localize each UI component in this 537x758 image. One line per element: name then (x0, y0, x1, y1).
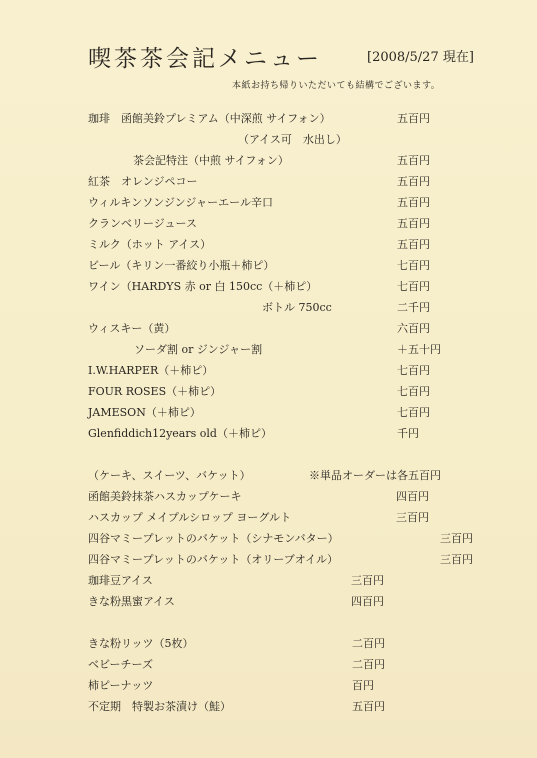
menu-item (88, 636, 408, 652)
item-name: 茶会記特注（中煎 サイフォン） (133, 154, 289, 167)
item-name: 四谷マミープレットのバケット（シナモンバター） (88, 532, 339, 545)
menu-item (238, 132, 438, 148)
menu-item (88, 489, 448, 505)
section-title: （ケーキ、スイーツ、バケット） (88, 469, 251, 482)
item-name: FOUR ROSES（＋柿ピ） (88, 385, 222, 398)
item-name: ワイン（HARDYS 赤 or 白 150cc（＋柿ピ） (88, 280, 318, 293)
item-price: 四百円 (351, 595, 384, 608)
item-name: ビール（キリン一番絞り小瓶＋柿ピ） (88, 259, 275, 272)
item-price: 三百円 (396, 511, 429, 524)
item-price: 五百円 (397, 217, 430, 230)
item-name: ウィスキー（黄） (88, 322, 176, 335)
item-name: ソーダ割 or ジンジャー割 (134, 343, 263, 356)
item-name: I.W.HARPER（＋柿ピ） (88, 364, 214, 377)
menu-item (88, 321, 448, 337)
item-name: ミルク（ホット アイス） (88, 238, 212, 251)
item-price: 三百円 (440, 553, 473, 566)
item-price: 三百円 (351, 574, 384, 587)
item-name: 四谷マミープレットのバケット（オリーブオイル） (88, 553, 339, 566)
item-price: 二千円 (397, 301, 430, 314)
item-name: ボトル 750cc (262, 301, 332, 314)
menu-item (88, 594, 408, 610)
date-stamp: [2008/5/27 現在] (367, 50, 474, 65)
item-price: 七百円 (397, 280, 430, 293)
menu-item (88, 195, 448, 211)
menu-item (88, 699, 408, 715)
item-name: ハスカップ メイプルシロップ ヨーグルト (88, 511, 292, 524)
item-name: JAMESON（＋柿ピ） (88, 406, 201, 419)
item-price: 五百円 (397, 112, 430, 125)
menu-item (134, 342, 454, 358)
menu-item (88, 111, 528, 127)
item-price: 二百円 (352, 637, 385, 650)
item-price: 五百円 (352, 700, 385, 713)
item-name: 紅茶 オレンジペコー (88, 175, 198, 188)
item-price: 七百円 (397, 259, 430, 272)
takeaway-note: 本紙お持ち帰りいただいても結構でございます。 (232, 81, 441, 91)
menu-item (88, 258, 448, 274)
item-price: 二百円 (352, 658, 385, 671)
item-price: 三百円 (440, 532, 473, 545)
menu-item (88, 510, 448, 526)
item-name: 函館美鈴抹茶ハスカップケーキ (88, 490, 242, 503)
item-price: 五百円 (397, 196, 430, 209)
menu-item (262, 300, 452, 316)
item-name: きな粉黒蜜アイス (88, 595, 175, 608)
menu-item (88, 216, 448, 232)
item-name: 珈琲豆アイス (88, 574, 153, 587)
item-name: 珈琲 函館美鈴プレミアム（中深煎 サイフォン） (88, 112, 331, 125)
item-price: 七百円 (397, 364, 430, 377)
menu-item (88, 384, 448, 400)
item-name: クランベリージュース (88, 217, 198, 230)
item-price: 四百円 (396, 490, 429, 503)
menu-item (88, 237, 448, 253)
item-name: 柿ピーナッツ (88, 679, 154, 692)
section-note: ※単品オーダーは各五百円 (309, 469, 441, 482)
item-price: 六百円 (397, 322, 430, 335)
menu-item (88, 552, 488, 568)
menu-item (88, 657, 408, 673)
menu-item (133, 153, 453, 169)
section-header (88, 468, 508, 484)
menu-item (88, 405, 448, 421)
menu-item (88, 174, 448, 190)
menu-item (88, 678, 408, 694)
menu-item (88, 531, 488, 547)
menu-item (88, 426, 448, 442)
page-title: 喫茶茶会記メニュー (88, 46, 322, 72)
item-price: 千円 (397, 427, 419, 440)
menu-item (88, 573, 408, 589)
item-name: （アイス可 水出し） (238, 133, 347, 146)
menu-item (88, 363, 448, 379)
menu-item (88, 279, 448, 295)
item-price: ＋五十円 (397, 343, 441, 356)
item-price: 百円 (352, 679, 374, 692)
item-name: Glenfiddich12years old（＋柿ピ） (88, 427, 272, 440)
item-price: 五百円 (397, 154, 430, 167)
item-name: きな粉リッツ（5枚） (88, 637, 194, 650)
item-price: 七百円 (397, 406, 430, 419)
item-name: ウィルキンソンジンジャーエール辛口 (88, 196, 273, 209)
item-price: 七百円 (397, 385, 430, 398)
item-name: 不定期 特製お茶漬け（鮭） (88, 700, 231, 713)
item-price: 五百円 (397, 238, 430, 251)
item-name: ベビーチーズ (88, 658, 154, 671)
item-price: 五百円 (397, 175, 430, 188)
